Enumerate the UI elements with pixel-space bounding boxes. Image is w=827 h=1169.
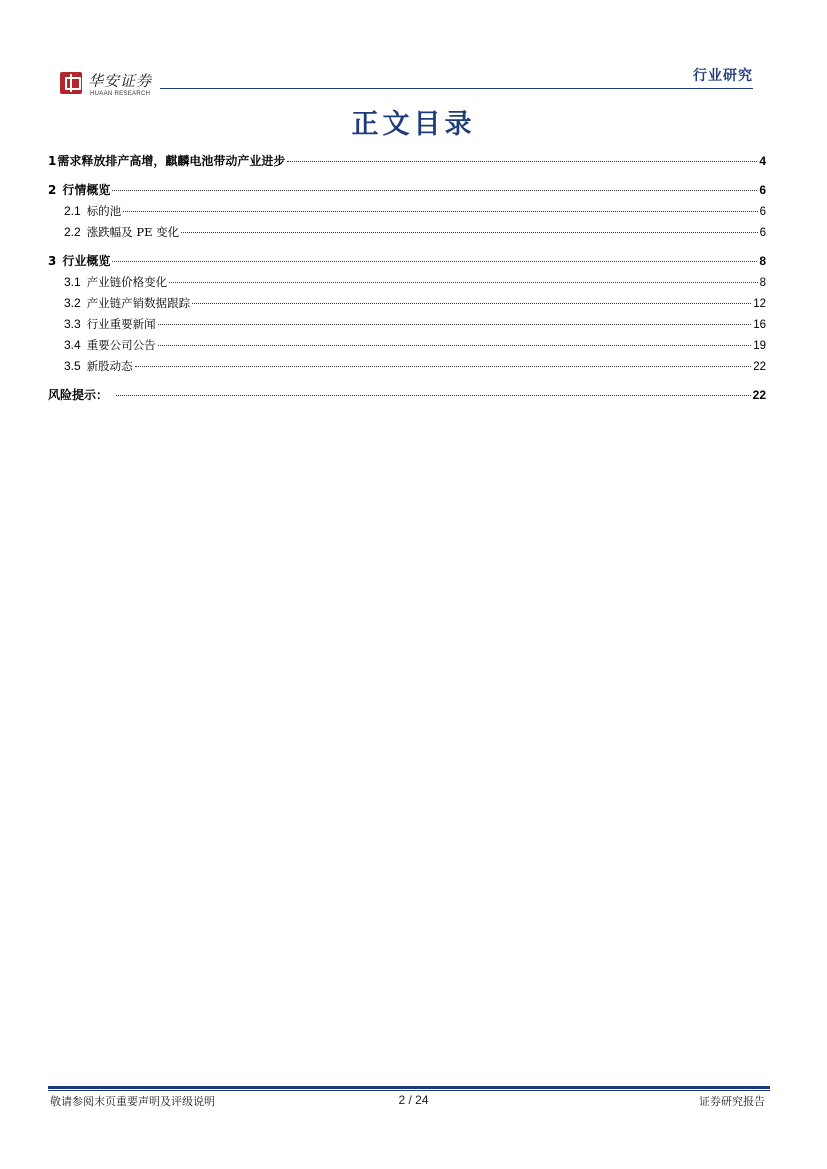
toc-dot-leader	[192, 303, 751, 304]
toc-entry-title: 新股动态	[86, 359, 133, 373]
toc-entry-number: 2	[48, 183, 57, 197]
toc-entry-3-3[interactable]	[48, 316, 766, 337]
toc-entry-1[interactable]	[48, 152, 766, 174]
toc-entry-page: 16	[753, 319, 766, 331]
toc-dot-leader	[181, 232, 757, 233]
page-title: 正文目录	[351, 109, 476, 140]
toc-entry-number: 1	[48, 154, 57, 168]
toc-entry-number: 3.4	[64, 338, 81, 352]
toc-entry-title: 标的池	[86, 204, 122, 218]
toc-entry-3-4[interactable]	[48, 337, 766, 358]
toc-entry-number: 2.2	[64, 225, 81, 239]
toc-entry-3-1[interactable]	[48, 274, 766, 295]
toc-entry-number: 3.1	[64, 275, 81, 289]
toc-entry-page: 22	[753, 361, 766, 373]
toc-entry-page: 6	[759, 206, 766, 218]
toc-entry-page: 22	[752, 388, 766, 402]
toc-entry-page: 4	[759, 154, 766, 168]
company-logo-icon	[60, 72, 82, 94]
footer-divider	[48, 1086, 770, 1089]
toc-dot-leader	[169, 282, 757, 283]
toc-entry-2-2[interactable]	[48, 224, 766, 245]
toc-entry-number: 2.1	[64, 204, 81, 218]
toc-entry-title: 行情概览	[62, 183, 111, 197]
brand-english-name: HUAAN RESEARCH	[90, 91, 151, 97]
toc-dot-leader	[123, 211, 757, 212]
report-category: 行业研究	[693, 68, 753, 84]
brand-name: 华安证券	[88, 72, 153, 90]
toc-dot-leader	[116, 395, 751, 396]
toc-dot-leader	[158, 345, 752, 346]
toc-dot-leader	[112, 190, 757, 191]
toc-entry-number: 3.3	[64, 317, 81, 331]
toc-entry-risk-warning[interactable]	[48, 386, 766, 408]
toc-entry-number: 3	[48, 254, 57, 268]
toc-entry-3[interactable]	[48, 252, 766, 274]
table-of-contents	[48, 152, 766, 408]
toc-entry-page: 12	[753, 298, 766, 310]
toc-dot-leader	[287, 161, 757, 162]
toc-entry-title: 行业概览	[62, 254, 111, 268]
page-number: 2 / 24	[398, 1093, 429, 1107]
toc-entry-title: 重要公司公告	[86, 338, 156, 352]
toc-entry-page: 19	[753, 340, 766, 352]
toc-entry-title: 产业链产销数据跟踪	[86, 296, 191, 310]
header-divider	[160, 88, 753, 89]
toc-entry-page: 6	[759, 227, 766, 239]
footer-disclaimer: 敬请参阅末页重要声明及评级说明	[50, 1095, 215, 1108]
toc-entry-page: 6	[759, 183, 766, 197]
toc-dot-leader	[158, 324, 752, 325]
toc-entry-number: 3.5	[64, 359, 81, 373]
toc-entry-title: 行业重要新闻	[86, 317, 156, 331]
toc-entry-3-5[interactable]	[48, 358, 766, 379]
footer-divider-thin	[48, 1090, 770, 1091]
toc-entry-3-2[interactable]	[48, 295, 766, 316]
toc-entry-title: 产业链价格变化	[86, 275, 168, 289]
toc-entry-2-1[interactable]	[48, 203, 766, 224]
footer-report-type: 证券研究报告	[699, 1095, 765, 1108]
toc-entry-page: 8	[759, 277, 766, 289]
toc-entry-number: 3.2	[64, 296, 81, 310]
toc-entry-2[interactable]	[48, 181, 766, 203]
toc-dot-leader	[112, 261, 757, 262]
toc-entry-title: 风险提示：	[48, 388, 109, 402]
toc-entry-title: 需求释放排产高增，麒麟电池带动产业进步	[57, 154, 286, 168]
toc-entry-page: 8	[759, 254, 766, 268]
toc-entry-title: 涨跌幅及 PE 变化	[86, 225, 180, 239]
toc-dot-leader	[135, 366, 752, 367]
